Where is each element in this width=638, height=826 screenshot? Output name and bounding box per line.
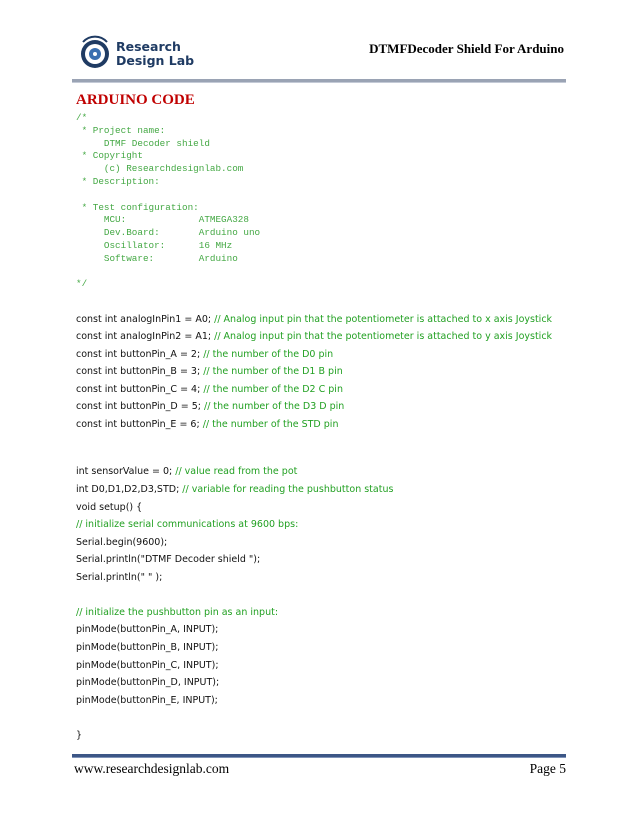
code-line — [76, 466, 297, 477]
code-comment: // the number of the STD pin — [202, 419, 339, 430]
code-comment: // Analog input pin that the potentiometer is attached to x axis Joystick — [214, 314, 553, 325]
code-line — [76, 484, 393, 495]
code-line — [76, 642, 218, 653]
code-text: Serial.println("DTMF Decoder shield "); — [76, 554, 261, 565]
code-text: int D0,D1,D2,D3,STD; — [76, 484, 183, 495]
code-text: const int analogInPin1 = A0; — [76, 314, 215, 325]
document-title: DTMFDecoder Shield For Arduino — [369, 41, 564, 56]
code-line — [76, 502, 142, 513]
page-number: Page 5 — [529, 761, 566, 776]
header-comment-block: /* * Project name: DTMF Decoder shield * Copyright (c) Researchdesignlab.com * Description: * Test configuration: MCU: ATMEGA328 Dev.Board: Arduino uno Oscillator: 16 MHz Software: Arduino */ — [76, 112, 261, 290]
code-text: pinMode(buttonPin_B, INPUT); — [76, 642, 219, 653]
code-text: const int buttonPin_D = 5; — [76, 401, 204, 412]
code-text: const int buttonPin_A = 2; — [76, 349, 204, 360]
code-line — [76, 730, 82, 741]
code-text: pinMode(buttonPin_D, INPUT); — [76, 677, 220, 688]
code-text: const int buttonPin_B = 3; — [76, 366, 204, 377]
code-comment: // the number of the D2 C pin — [203, 384, 343, 395]
code-text: pinMode(buttonPin_A, INPUT); — [76, 624, 219, 635]
code-text: const int buttonPin_C = 4; — [76, 384, 204, 395]
code-line — [76, 537, 167, 548]
code-text: const int buttonPin_E = 6; — [76, 419, 203, 430]
code-comment: // the number of the D1 B pin — [203, 366, 343, 377]
code-text: pinMode(buttonPin_E, INPUT); — [76, 695, 218, 706]
code-comment: // the number of the D3 D pin — [204, 401, 345, 412]
code-line — [76, 660, 219, 671]
code-line — [76, 314, 552, 325]
logo-line-1: Research — [116, 39, 181, 54]
code-comment: // the number of the D0 pin — [203, 349, 334, 360]
section-title: ARDUINO CODE — [76, 92, 195, 108]
code-text: pinMode(buttonPin_C, INPUT); — [76, 660, 219, 671]
code-line — [76, 607, 278, 618]
research-design-lab-logo — [78, 34, 208, 74]
code-line — [76, 554, 260, 565]
code-line — [76, 331, 552, 342]
code-comment: // initialize the pushbutton pin as an input: — [76, 607, 279, 618]
code-text: Serial.println(" " ); — [76, 572, 163, 583]
logo-line-2: Design Lab — [116, 53, 195, 68]
code-comment: // variable for reading the pushbutton status — [182, 484, 394, 495]
code-text: int sensorValue = 0; — [76, 466, 176, 477]
code-line — [76, 401, 344, 412]
code-line — [76, 677, 219, 688]
code-line — [76, 695, 218, 706]
code-comment: // initialize serial communications at 9600 bps: — [76, 519, 299, 530]
code-line — [76, 624, 218, 635]
page-header — [72, 30, 566, 78]
code-line — [76, 349, 333, 360]
footer-website: www.researchdesignlab.com — [74, 761, 230, 776]
code-line — [76, 384, 343, 395]
header-divider-thin — [72, 82, 566, 83]
code-line — [76, 519, 298, 530]
code-text: const int analogInPin2 = A1; — [76, 331, 215, 342]
code-line — [76, 419, 338, 430]
footer-divider-thin — [72, 757, 566, 758]
code-comment: // value read from the pot — [175, 466, 298, 477]
code-text: Serial.begin(9600); — [76, 537, 168, 548]
logo-text — [116, 40, 194, 68]
code-line — [76, 366, 343, 377]
code-text: void setup() { — [76, 502, 143, 513]
globe-logo-icon — [78, 34, 112, 72]
code-text: } — [76, 730, 83, 741]
code-comment: // Analog input pin that the potentiometer is attached to y axis Joystick — [214, 331, 553, 342]
code-line — [76, 572, 162, 583]
